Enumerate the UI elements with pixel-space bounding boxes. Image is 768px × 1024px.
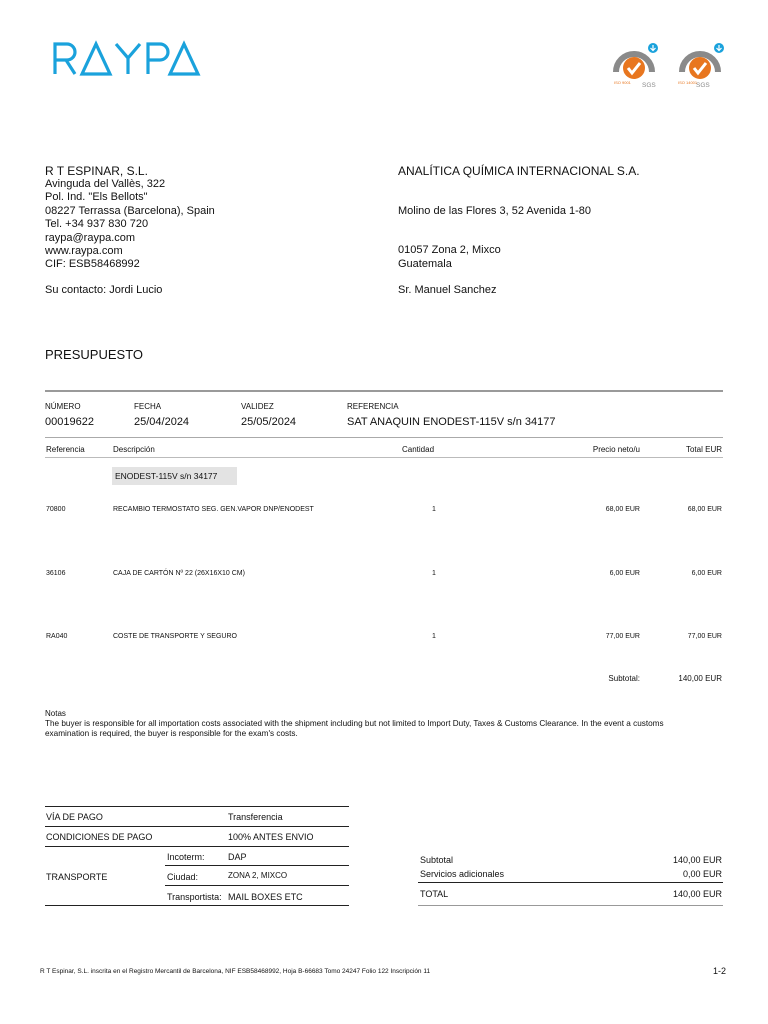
iso-9001-certification-badge xyxy=(610,42,658,92)
notes-title: Notas xyxy=(45,709,66,718)
payment-rule xyxy=(165,885,349,886)
sgs-label: SGS xyxy=(642,82,656,89)
condiciones-pago-label: CONDICIONES DE PAGO xyxy=(46,832,153,842)
header-divider xyxy=(45,390,723,392)
validez-value: 25/05/2024 xyxy=(241,416,297,428)
totals-rule xyxy=(418,882,723,883)
row-descripcion: COSTE DE TRANSPORTE Y SEGURO xyxy=(113,633,237,640)
totals-subtotal-label: Subtotal xyxy=(420,855,454,865)
table-row xyxy=(0,633,768,645)
referencia-value: SAT ANAQUIN ENODEST-115V s/n 34177 xyxy=(347,416,556,428)
sender-address-line: Pol. Ind. "Els Bellots" xyxy=(45,191,148,204)
page-number: 1-2 xyxy=(712,966,726,976)
incoterm-label: Incoterm: xyxy=(167,852,205,862)
row-cantidad: 1 xyxy=(432,570,436,577)
servicios-adicionales-label: Servicios adicionales xyxy=(420,869,505,879)
payment-rule xyxy=(45,826,349,827)
table-subtotal-value: 140,00 EUR xyxy=(678,674,722,683)
condiciones-pago-value: 100% ANTES ENVIO xyxy=(228,832,314,842)
row-referencia: 36106 xyxy=(46,570,66,577)
incoterm-value: DAP xyxy=(228,852,247,862)
row-precio: 77,00 EUR xyxy=(605,633,640,640)
fecha-label: FECHA xyxy=(134,402,162,411)
payment-bottom-rule xyxy=(45,905,349,906)
fecha-value: 25/04/2024 xyxy=(134,416,190,428)
col-header-precio: Precio neto/u xyxy=(592,445,640,454)
ciudad-label: Ciudad: xyxy=(167,872,199,882)
sender-address-line: 08227 Terrassa (Barcelona), Spain xyxy=(45,204,215,217)
col-header-total: Total EUR xyxy=(685,445,722,454)
via-pago-label: VÍA DE PAGO xyxy=(46,812,103,822)
servicios-adicionales-value: 0,00 EUR xyxy=(682,869,722,879)
row-cantidad: 1 xyxy=(432,506,436,513)
sender-contact: Su contacto: Jordi Lucio xyxy=(45,284,163,296)
ciudad-value: ZONA 2, MIXCO xyxy=(228,871,288,880)
totals-subtotal-value: 140,00 EUR xyxy=(672,855,722,865)
equipment-group-label: ENODEST-115V s/n 34177 xyxy=(112,467,237,485)
row-descripcion: CAJA DE CARTÓN Nº 22 (26X16X10 CM) xyxy=(113,570,245,577)
document-title: PRESUPUESTO xyxy=(45,347,144,362)
via-pago-value: Transferencia xyxy=(228,812,283,822)
sender-name: R T ESPINAR, S.L. xyxy=(45,164,148,178)
sender-email[interactable]: raypa@raypa.com xyxy=(45,231,136,244)
total-label: TOTAL xyxy=(420,889,449,899)
col-header-referencia: Referencia xyxy=(46,445,85,454)
row-precio: 6,00 EUR xyxy=(609,570,640,577)
row-referencia: 70800 xyxy=(46,506,66,513)
notes-block xyxy=(45,709,725,739)
col-header-descripcion: Descripción xyxy=(113,445,155,454)
raypa-logo xyxy=(52,40,202,76)
notes-text: The buyer is responsible for all importation costs associated with the shipment including but not limited to Import Duty, Taxes & Customs Clearance. In the event a customs xyxy=(45,719,664,728)
col-header-cantidad: Cantidad xyxy=(402,445,435,454)
row-descripcion: RECAMBIO TERMOSTATO SEG. GEN.VAPOR DNP/ENODEST xyxy=(113,506,314,513)
table-row xyxy=(0,506,768,518)
recipient-address-line: Molino de las Flores 3, 52 Avenida 1-80 xyxy=(398,205,592,217)
recipient-country: Guatemala xyxy=(398,258,452,270)
transporte-label: TRANSPORTE xyxy=(46,872,108,882)
recipient-name: ANALÍTICA QUÍMICA INTERNACIONAL S.A. xyxy=(398,164,640,178)
numero-label: NÚMERO xyxy=(45,402,81,411)
sender-website[interactable]: www.raypa.com xyxy=(45,245,123,258)
recipient-address-line: 01057 Zona 2, Mixco xyxy=(398,244,501,256)
sender-cif: CIF: ESB58468992 xyxy=(45,258,140,271)
recipient-contact: Sr. Manuel Sanchez xyxy=(398,284,497,296)
referencia-label: REFERENCIA xyxy=(347,402,399,411)
numero-value: 00019622 xyxy=(45,416,94,428)
iso-14001-certification-badge xyxy=(676,42,724,92)
row-total: 6,00 EUR xyxy=(691,570,722,577)
row-total: 68,00 EUR xyxy=(687,506,722,513)
validez-label: VALIDEZ xyxy=(241,402,274,411)
table-subtotal-label: Subtotal: xyxy=(608,674,640,683)
sender-phone: Tel. +34 937 830 720 xyxy=(45,218,149,231)
sgs-label: SGS xyxy=(696,82,710,89)
table-top-divider xyxy=(45,437,723,438)
iso-ring-text: ISO 9001 xyxy=(614,80,631,85)
payment-rule xyxy=(45,846,349,847)
payment-rule xyxy=(165,865,349,866)
footer-legal-text: R T Espinar, S.L. inscrita en el Registro Mercantil de Barcelona, NIF ESB58468992, Hoja B-66683 Tomo 24247 Folio 122 Inscripción 11 xyxy=(40,968,431,975)
totals-bottom-rule xyxy=(418,905,723,906)
row-cantidad: 1 xyxy=(432,633,436,640)
transportista-label: Transportista: xyxy=(167,892,222,902)
iso-ring-text: ISO 14001 xyxy=(678,80,698,85)
sender-address-line: Avinguda del Vallès, 322 xyxy=(45,178,166,190)
table-row xyxy=(0,570,768,582)
transportista-value: MAIL BOXES ETC xyxy=(228,892,303,902)
row-precio: 68,00 EUR xyxy=(605,506,640,513)
row-total: 77,00 EUR xyxy=(687,633,722,640)
notes-text: examination is required, the buyer is responsible for the exam's costs. xyxy=(45,729,298,738)
row-referencia: RA040 xyxy=(46,633,68,640)
payment-top-rule xyxy=(45,806,349,807)
table-header-divider xyxy=(45,457,723,458)
sender-block xyxy=(45,164,215,272)
total-value: 140,00 EUR xyxy=(672,889,722,899)
